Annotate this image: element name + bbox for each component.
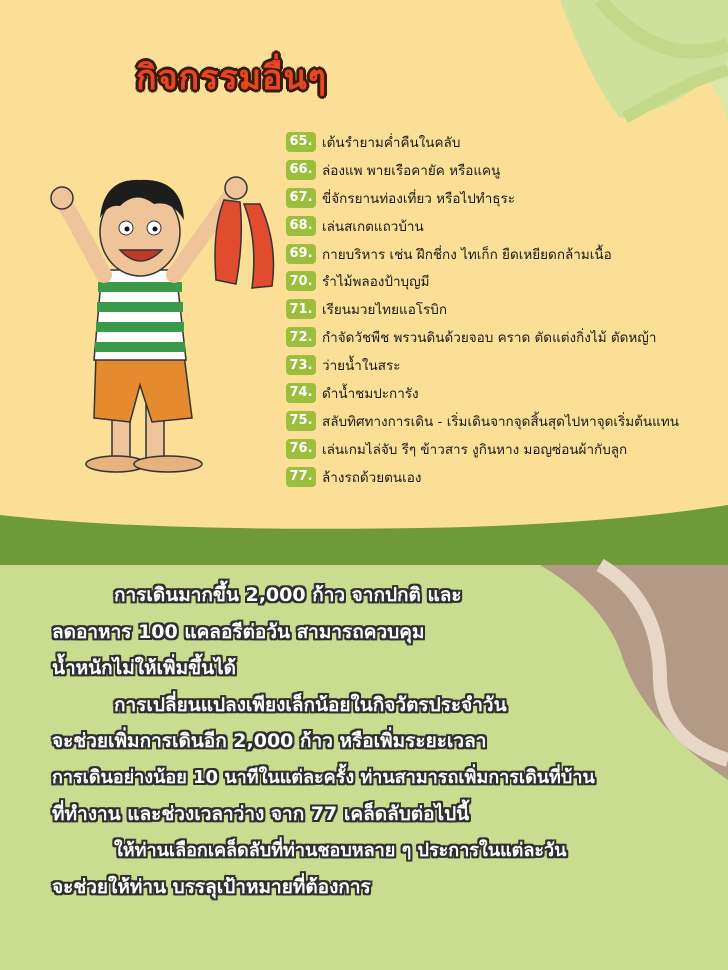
paragraph-line: ให้ท่านเลือกเคล็ดลับที่ท่านชอบหลาย ๆ ประการในแต่ละวัน (114, 839, 567, 861)
paragraph-line: การเดินอย่างน้อย 10 นาทีในแต่ละครั้ง ท่านสามารถเพิ่มการเดินที่บ้าน (52, 766, 595, 788)
paragraph-line: การเปลี่ยนแปลงเพียงเล็กน้อยในกิจวัตรประจำวัน (114, 693, 507, 716)
item-number-badge: 67. (286, 188, 316, 208)
paragraph-line: น้ำหนักไม่ให้เพิ่มขึ้นได้ (52, 657, 236, 679)
boy-illustration-icon (44, 160, 284, 480)
item-number-badge: 69. (286, 244, 316, 264)
item-number-badge: 72. (286, 327, 316, 347)
item-number-badge: 73. (286, 355, 316, 375)
item-number-badge: 74. (286, 383, 316, 403)
list-item (286, 156, 679, 184)
list-item (286, 128, 679, 156)
page-title: กิจกรรมอื่นๆ (136, 58, 327, 98)
paragraph-line: การเดินมากขึ้น 2,000 ก้าว จากปกติ และ (114, 584, 462, 606)
list-item (286, 351, 679, 379)
item-number-badge: 75. (286, 411, 316, 431)
list-item (286, 379, 679, 407)
list-item (286, 184, 679, 212)
list-item (286, 212, 679, 240)
item-text: ล้างรถด้วยตนเอง (322, 469, 422, 486)
item-text: ขี่จักรยานท่องเที่ยว หรือไปทำธุระ (322, 190, 516, 207)
paragraph-line: ที่ทำงาน และช่วงเวลาว่าง จาก 77 เคล็ดลับต่อไปนี้ (52, 803, 470, 825)
item-text: เรียนมวยไทยแอโรบิก (322, 302, 448, 319)
item-number-badge: 68. (286, 216, 316, 236)
list-item (286, 463, 679, 491)
list-item (286, 295, 679, 323)
paragraph-line: จะช่วยเพิ่มการเดินอีก 2,000 ก้าว หรือเพิ่มระยะเวลา (52, 730, 487, 752)
paragraph-line: จะช่วยให้ท่าน บรรลุเป้าหมายที่ต้องการ (52, 876, 371, 898)
item-text: รำไม้พลองป้าบุญมี (322, 274, 430, 291)
item-text: เล่นเกมไล่จับ รีๆ ข้าวสาร งูกินหาง มอญซ่อนผ้ากับลูก (322, 441, 628, 458)
item-number-badge: 66. (286, 160, 316, 180)
item-number-badge: 65. (286, 132, 316, 152)
activity-list (286, 128, 679, 491)
paragraph-line: ลดอาหาร 100 แคลอรีต่อวัน สามารถควบคุม (52, 620, 425, 643)
item-text: เต้นรำยามค่ำคืนในคลับ (322, 134, 461, 151)
item-text: กายบริหาร เช่น ฝึกชี่กง ไทเก็ก ยืดเหยียดกล้ามเนื้อ (322, 246, 612, 263)
item-text: ล่องแพ พายเรือคายัค หรือแคนู (322, 162, 501, 179)
list-item (286, 267, 679, 295)
item-text: สลับทิศทางการเดิน - เริ่มเดินจากจุดสิ้นสุดไปหาจุดเริ่มต้นแทน (322, 413, 679, 430)
item-text: เล่นสเกตแถวบ้าน (322, 218, 424, 235)
item-text: ว่ายน้ำในสระ (322, 358, 401, 375)
item-text: ดำน้ำชมปะการัง (322, 385, 419, 402)
list-item (286, 240, 679, 268)
item-number-badge: 70. (286, 271, 316, 291)
item-number-badge: 71. (286, 299, 316, 319)
list-item (286, 323, 679, 351)
intro-paragraph (52, 577, 712, 906)
list-item (286, 407, 679, 435)
item-number-badge: 77. (286, 467, 316, 487)
list-item (286, 435, 679, 463)
item-text: กำจัดวัชพืช พรวนดินด้วยจอบ คราด ตัดแต่งกิ่งไม้ ตัดหญ้า (322, 330, 657, 347)
item-number-badge: 76. (286, 439, 316, 459)
